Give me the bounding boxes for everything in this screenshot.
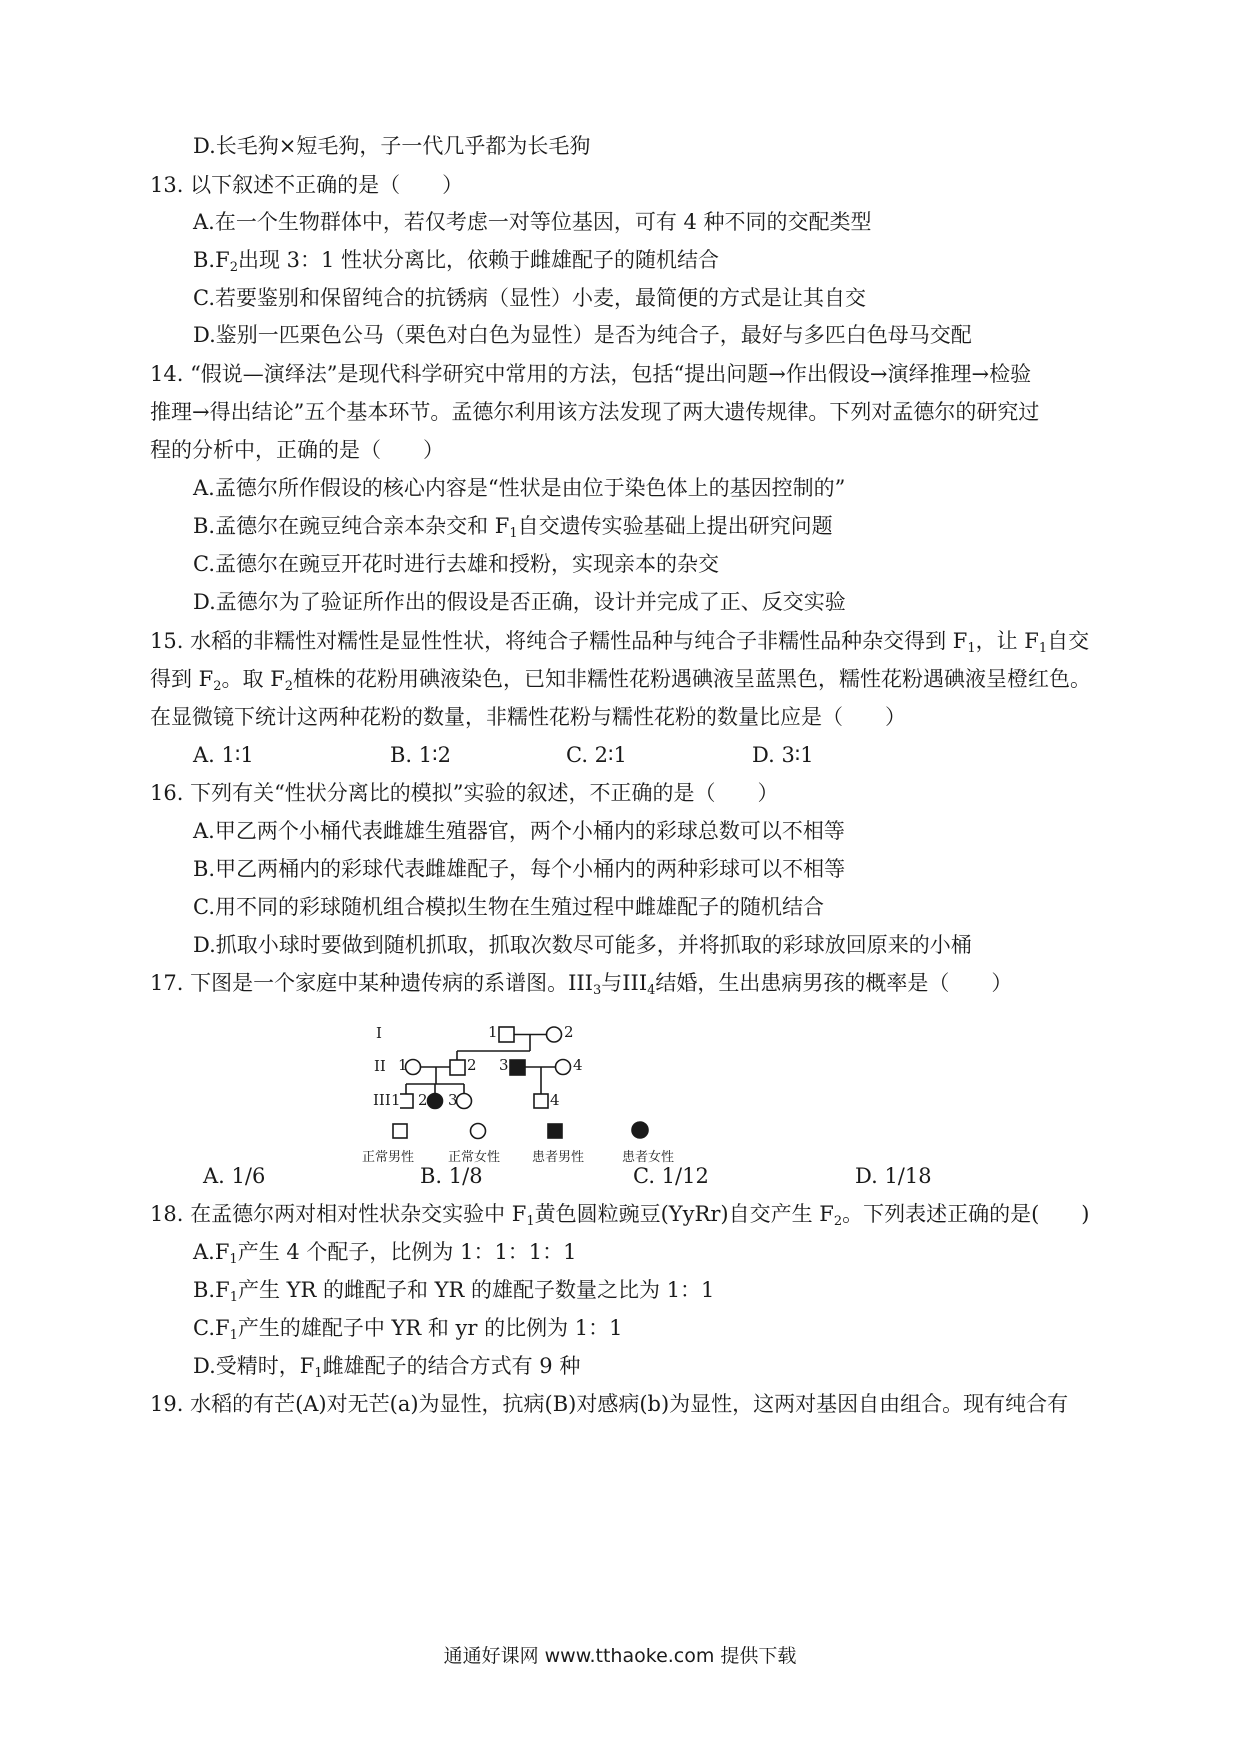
- label-iii1: 1: [391, 1091, 401, 1109]
- gen-label-i: I: [376, 1024, 382, 1042]
- q13-option-c: C.若要鉴别和保留纯合的抗锈病（显性）小麦，最简便的方式是让其自交: [193, 286, 866, 310]
- q16-option-d: D.抓取小球时要做到随机抓取，抓取次数尽可能多，并将抓取的彩球放回原来的小桶: [193, 933, 972, 957]
- q14-option-c: C.孟德尔在豌豆开花时进行去雄和授粉，实现亲本的杂交: [193, 552, 719, 576]
- q15-option-c: C. 2∶1: [566, 743, 627, 767]
- legend-affected-female-icon: [632, 1122, 648, 1138]
- label-ii1: 1: [398, 1056, 408, 1074]
- legend-normal-female-icon: [471, 1124, 486, 1139]
- q18-stem: 18. 在孟德尔两对相对性状杂交实验中 $F_1$黄色圆粒豌豆(YyRr)自交产生 $F_2$。下列表述正确的是( ): [150, 1202, 1090, 1229]
- legend-normal-male-label: 正常男性: [362, 1150, 415, 1165]
- label-iii4: 4: [550, 1091, 560, 1109]
- q15-stem-line2: 得到 $F_2$。取 $F_2$植株的花粉用碘液染色，已知非糯性花粉遇碘液呈蓝黑色，糯性花粉遇碘液呈橙红色。: [150, 667, 1092, 694]
- legend-normal-female-label: 正常女性: [448, 1150, 501, 1165]
- gen-label-iii: III: [373, 1091, 391, 1109]
- label-i1: 1: [488, 1023, 498, 1041]
- pedigree-i1-normal-male: [499, 1027, 514, 1042]
- q15-stem-line1: 15. 水稻的非糯性对糯性是显性性状，将纯合子糯性品种与纯合子非糯性品种杂交得到 $F_1$，让 $F_1$自交: [150, 629, 1090, 656]
- q14-stem-line2: 推理→得出结论”五个基本环节。孟德尔利用该方法发现了两大遗传规律。下列对孟德尔的研究过: [150, 400, 1040, 424]
- q19-stem: 19. 水稻的有芒(A)对无芒(a)为显性，抗病(B)对感病(b)为显性，这两对基因自由组合。现有纯合有: [150, 1392, 1069, 1416]
- q14-option-a: A.孟德尔所作假设的核心内容是“性状是由位于染色体上的基因控制的”: [193, 476, 846, 500]
- q12-option-d: D.长毛狗×短毛狗，子一代几乎都为长毛狗: [193, 134, 591, 158]
- legend-affected-male-icon: [548, 1124, 562, 1138]
- pedigree-ii3-affected-male: [510, 1060, 525, 1075]
- q15-option-b: B. 1∶2: [390, 743, 451, 767]
- q13-stem: 13. 以下叙述不正确的是（ ）: [150, 173, 464, 197]
- label-iii2: 2: [418, 1091, 428, 1109]
- q18-option-a: $A.F_1$产生 4 个配子，比例为 1：1：1：1: [193, 1240, 577, 1267]
- q16-option-c: C.用不同的彩球随机组合模拟生物在生殖过程中雌雄配子的随机结合: [193, 895, 824, 919]
- q18-option-c: $C.F_1$产生的雄配子中 YR 和 yr 的比例为 1：1: [193, 1316, 623, 1343]
- page-footer: 通通好课网 www.tthaoke.com 提供下载: [443, 1645, 797, 1667]
- q17-option-b: B. 1/8: [420, 1164, 483, 1188]
- label-ii3: 3: [499, 1056, 509, 1074]
- q17-option-c: C. 1/12: [633, 1164, 709, 1188]
- pedigree-legend: [390, 1120, 690, 1144]
- q14-stem-line1: 14. “假说—演绎法”是现代科学研究中常用的方法，包括“提出问题→作出假设→演绎推理→检验: [150, 362, 1032, 386]
- q16-option-b: B.甲乙两桶内的彩球代表雌雄配子，每个小桶内的两种彩球可以不相等: [193, 857, 846, 881]
- q15-stem-line3: 在显微镜下统计这两种花粉的数量，非糯性花粉与糯性花粉的数量比应是（ ）: [150, 705, 906, 729]
- pedigree-iii4-normal-male: [534, 1094, 548, 1108]
- pedigree-ii1-normal-female: [406, 1060, 421, 1075]
- legend-affected-female-label: 患者女性: [622, 1150, 675, 1165]
- q16-option-a: A.甲乙两个小桶代表雌雄生殖器官，两个小桶内的彩球总数可以不相等: [193, 819, 845, 843]
- q16-stem: 16. 下列有关“性状分离比的模拟”实验的叙述，不正确的是（ ）: [150, 781, 779, 805]
- q15-option-a: A. 1∶1: [193, 743, 254, 767]
- label-ii2: 2: [467, 1056, 477, 1074]
- q18-option-b: $B.F_1$产生 YR 的雌配子和 YR 的雄配子数量之比为 1：1: [193, 1278, 715, 1305]
- q18-option-d: D.受精时，$F_1$雌雄配子的结合方式有 9 种: [193, 1354, 581, 1381]
- q14-option-b: B.孟德尔在豌豆纯合亲本杂交和 $F_1$自交遗传实验基础上提出研究问题: [193, 514, 833, 541]
- q17-option-a: A. 1/6: [203, 1164, 266, 1188]
- label-iii3: 3: [448, 1091, 458, 1109]
- label-i2: 2: [564, 1023, 574, 1041]
- q17-option-d: D. 1/18: [855, 1164, 932, 1188]
- label-ii4: 4: [573, 1056, 583, 1074]
- pedigree-iii3-normal-female: [457, 1094, 472, 1109]
- legend-normal-male-icon: [393, 1124, 407, 1138]
- legend-affected-male-label: 患者男性: [532, 1150, 585, 1165]
- pedigree-iii1-normal-male: [400, 1094, 413, 1108]
- q14-option-d: D.孟德尔为了验证所作出的假设是否正确，设计并完成了正、反交实验: [193, 590, 846, 614]
- q14-stem-line3: 程的分析中，正确的是（ ）: [150, 438, 444, 462]
- q15-option-d: D. 3∶1: [752, 743, 814, 767]
- q13-option-d: D.鉴别一匹栗色公马（栗色对白色为显性）是否为纯合子，最好与多匹白色母马交配: [193, 323, 972, 347]
- pedigree-iii2-affected-female: [428, 1094, 443, 1109]
- pedigree-ii4-normal-female: [556, 1060, 571, 1075]
- gen-label-ii: II: [374, 1057, 386, 1075]
- q17-stem: 17. 下图是一个家庭中某种遗传病的系谱图。$III_3$与$III_4$结婚，生出患病男孩的概率是（ ）: [150, 971, 1013, 998]
- pedigree-ii2-normal-male: [450, 1060, 465, 1075]
- q13-option-b: $B.F_2$出现 3：1 性状分离比，依赖于雌雄配子的随机结合: [193, 248, 720, 275]
- q13-option-a: A.在一个生物群体中，若仅考虑一对等位基因，可有 4 种不同的交配类型: [193, 210, 872, 234]
- pedigree-i2-normal-female: [547, 1027, 562, 1042]
